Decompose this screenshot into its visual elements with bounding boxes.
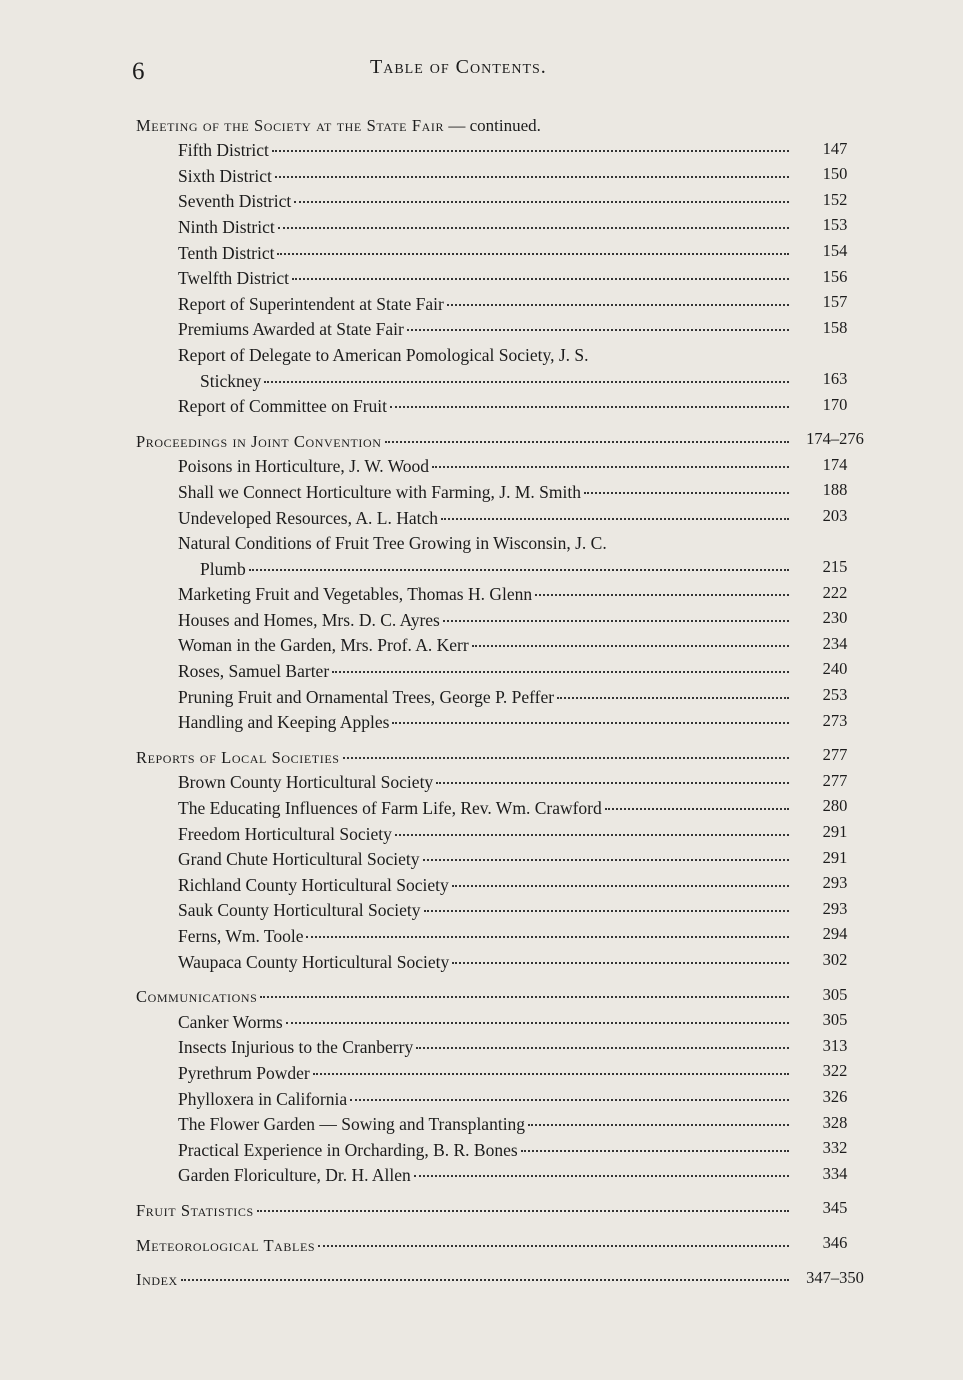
dot-leader [605,808,789,810]
dot-leader [441,518,789,520]
toc-entry-page: 158 [822,317,848,337]
toc-entry [178,294,789,315]
section-heading-text: Meeting of the Society at the State Fair [136,115,445,135]
toc-entry-text: Garden Floriculture, Dr. H. Allen [178,1165,411,1186]
toc-entry-page: 328 [822,1112,848,1132]
toc-entry-line [136,289,881,315]
toc-entry-text: Ninth District [178,216,275,237]
toc-entry-line [136,187,881,213]
dot-leader [277,253,789,255]
section-heading-page: 346 [822,1232,848,1252]
toc-entry-line [136,503,881,529]
toc-entry [178,952,789,973]
toc-entry [178,900,789,921]
toc-entry-page: 332 [822,1138,848,1158]
toc-entry-text: Waupaca County Horticultural Society [178,951,450,972]
toc-entry [178,849,789,870]
toc-entry-page: 230 [822,608,848,628]
toc-entry [178,712,789,733]
toc-entry-line [136,264,881,290]
toc-entry [178,217,789,238]
dot-leader [385,441,789,443]
toc-entry-text: Fifth District [178,140,269,161]
toc-entry-page: 326 [822,1086,848,1106]
toc-entry [178,1114,789,1135]
toc-entry-line [136,631,881,657]
page-number: 6 [132,58,145,85]
toc-entry-continuation [200,559,789,580]
toc-entry-line [136,477,881,503]
toc-entry-page: 291 [822,822,848,842]
table-of-contents [136,110,881,1290]
section-heading-line [136,982,881,1008]
toc-entry-page: 240 [822,659,848,679]
section-heading-line [136,1230,881,1256]
toc-entry-text: Report of Superintendent at State Fair [178,293,444,314]
toc-entry [178,926,789,947]
section-heading-text: Fruit Statistics [136,1200,254,1220]
dot-leader [181,1279,789,1281]
toc-entry-text: Woman in the Garden, Mrs. Prof. A. Kerr [178,635,469,656]
toc-entry-line [136,656,881,682]
toc-entry-page: 313 [822,1035,848,1055]
dot-leader [264,381,789,383]
section-gap [136,1186,881,1195]
dot-leader [257,1210,789,1212]
section-gap [136,1221,881,1230]
toc-entry [178,687,789,708]
section-heading-text: Reports of Local Societies [136,747,340,767]
dot-leader [521,1150,789,1152]
toc-entry-page: 277 [822,770,848,790]
toc-entry-page: 174 [822,454,848,474]
toc-entry-continuation-line [136,366,881,392]
toc-entry-text: Tenth District [178,242,275,263]
toc-entry-page: 305 [822,1010,848,1030]
toc-entry-text: Twelfth District [178,268,290,289]
toc-entry [178,584,789,605]
toc-entry-page: 291 [822,847,848,867]
toc-entry-line [136,315,881,341]
toc-entry-line [136,896,881,922]
toc-entry-line [136,1007,881,1033]
dot-leader [528,1124,789,1126]
toc-entry-page: 156 [822,266,848,286]
toc-entry-line [136,870,881,896]
dot-leader [436,782,789,784]
dot-leader [416,1047,789,1049]
dot-leader [392,722,789,724]
toc-entry-line [136,1135,881,1161]
toc-entry-text: Undeveloped Resources, A. L. Hatch [178,507,438,528]
toc-entry-line [136,529,881,555]
toc-entry-text: Grand Chute Horticultural Society [178,849,420,870]
toc-entry-text: Canker Worms [178,1011,283,1032]
toc-entry [178,1063,789,1084]
toc-entry-line [136,136,881,162]
toc-entry [178,508,789,529]
toc-entry-page: 334 [822,1163,848,1183]
section-heading-text: Index [136,1270,178,1290]
toc-entry-line [136,605,881,631]
toc-entry-line [136,212,881,238]
dot-leader [343,757,789,759]
toc-entry-continuation-text: Plumb [200,558,246,579]
dot-leader [260,996,789,998]
toc-entry [178,798,789,819]
toc-entry-page: 302 [822,950,848,969]
dot-leader [424,910,789,912]
toc-entry-text: Ferns, Wm. Toole [178,926,304,946]
toc-entry-line [136,708,881,734]
section-heading-text: Proceedings in Joint Convention [136,431,382,451]
toc-entry-line [136,947,881,973]
toc-entry-page: 253 [822,685,848,705]
section-heading-page: 277 [822,745,848,765]
toc-entry-page: 293 [822,898,848,918]
toc-entry-page: 294 [822,924,848,944]
dot-leader [292,278,789,280]
toc-entry [178,610,789,631]
toc-entry [178,635,789,656]
toc-entry-text: The Educating Influences of Farm Life, Rev. Wm. Crawford [178,798,602,819]
dot-leader [286,1022,789,1024]
toc-entry-line [136,452,881,478]
dot-leader [350,1099,789,1101]
section-heading-page: 347–350 [806,1267,864,1287]
dot-leader [443,620,789,622]
dot-leader [249,569,789,571]
toc-entry-text: Pruning Fruit and Ornamental Trees, George P. Peffer [178,686,555,707]
dot-leader [452,962,789,964]
toc-entry-line [136,161,881,187]
toc-entry-line [136,819,881,845]
section-heading [136,116,541,136]
dot-leader [318,1245,789,1247]
dot-leader [414,1175,789,1177]
toc-entry-page: 188 [822,480,848,500]
section-heading [136,748,789,768]
toc-entry [178,243,789,264]
section-heading [136,1270,789,1290]
toc-entry [178,661,789,682]
toc-entry-line [136,1084,881,1110]
toc-entry-text: Shall we Connect Horticulture with Farming, J. M. Smith [178,481,581,502]
toc-entry-text: Handling and Keeping Apples [178,712,390,733]
dot-leader [332,671,789,673]
toc-entry [178,1089,789,1110]
toc-entry-line [136,1033,881,1059]
toc-entry [178,1012,789,1033]
toc-entry [178,772,789,793]
toc-entry-text: Phylloxera in California [178,1088,348,1109]
dot-leader [306,936,789,938]
toc-entry [178,396,789,417]
toc-entry-page: 150 [822,164,848,184]
toc-entry-page: 147 [822,138,848,158]
section-heading-line [136,426,881,452]
section-gap [136,417,881,426]
toc-entry-line [136,238,881,264]
section-heading [136,987,789,1007]
toc-entry-page: 293 [822,873,848,893]
toc-entry-line [136,845,881,871]
section-heading-line [136,110,881,136]
toc-entry-text: Brown County Horticultural Society [178,772,434,793]
toc-entry-text: Report of Delegate to American Pomological Society, J. S. [178,344,589,365]
toc-entry-continuation-line [136,554,881,580]
toc-entry-text: Natural Conditions of Fruit Tree Growing in Wisconsin, J. C. [178,533,607,554]
section-heading-page: 345 [822,1198,848,1218]
toc-entry [178,1037,789,1058]
dot-leader [313,1073,789,1075]
section-heading-text: Communications [136,987,258,1007]
toc-entry [178,191,789,212]
section-gap [136,973,881,982]
dot-leader [390,406,789,408]
section-gap [136,733,881,742]
toc-entry-page: 154 [822,240,848,260]
section-heading-text: Meteorological Tables [136,1235,316,1255]
toc-entry-page: 273 [822,710,848,730]
toc-entry-page: 280 [822,796,848,816]
toc-entry-page: 234 [822,633,848,653]
toc-entry-line [136,580,881,606]
toc-entry [178,1140,789,1161]
toc-entry-text: Premiums Awarded at State Fair [178,319,404,340]
continued-label: — continued. [444,115,541,135]
dot-leader [432,466,789,468]
toc-entry-text: Report of Committee on Fruit [178,396,388,417]
toc-entry [178,456,789,477]
dot-leader [395,834,789,836]
section-heading [136,432,789,452]
toc-entry-text: Sixth District [178,165,272,186]
toc-entry-page: 170 [822,394,848,414]
toc-entry-text: The Flower Garden — Sowing and Transplanting [178,1114,526,1135]
dot-leader [557,697,789,699]
toc-entry [178,140,789,161]
toc-entry-text: Insects Injurious to the Cranberry [178,1037,414,1058]
toc-entry [178,824,789,845]
dot-leader [472,645,789,647]
toc-entry-continuation [200,371,789,392]
section-gap [136,1256,881,1265]
toc-entry-line [136,768,881,794]
toc-entry-text: Richland County Horticultural Society [178,874,449,895]
toc-entry-page: 203 [822,505,848,525]
toc-entry [178,1165,789,1186]
toc-entry-text: Sauk County Horticultural Society [178,900,421,921]
toc-entry-text: Seventh District [178,191,292,212]
toc-entry [178,875,789,896]
toc-entry-text: Roses, Samuel Barter [178,661,330,682]
dot-leader [535,594,789,596]
section-heading [136,1236,789,1256]
dot-leader [452,885,789,887]
toc-entry [178,533,789,554]
toc-entry-text: Practical Experience in Orcharding, B. R. Bones [178,1139,518,1160]
toc-entry-page: 222 [822,582,848,602]
toc-entry [178,268,789,289]
dot-leader [294,201,789,203]
toc-entry-line [136,340,881,366]
dot-leader [275,176,789,178]
toc-entry-page: 157 [822,292,848,312]
section-heading-line [136,1265,881,1291]
toc-entry-line [136,682,881,708]
toc-entry [178,345,789,366]
dot-leader [278,227,789,229]
toc-entry-line [136,392,881,418]
toc-entry-line [136,793,881,819]
dot-leader [447,304,789,306]
toc-entry-text: Marketing Fruit and Vegetables, Thomas H. Glenn [178,584,533,605]
section-heading-page: 305 [822,984,848,1004]
toc-entry [178,482,789,503]
dot-leader [584,492,789,494]
toc-entry-continuation-page: 215 [822,557,848,577]
dot-leader [407,329,789,331]
toc-entry-continuation-text: Stickney [200,370,262,391]
dot-leader [272,150,789,152]
running-head: Table of Contents. [370,56,547,78]
section-heading-page: 174–276 [806,429,864,449]
section-heading [136,1201,789,1221]
section-heading-line [136,742,881,768]
section-heading-line [136,1195,881,1221]
toc-entry-line [136,1161,881,1187]
toc-entry-line [136,921,881,947]
dot-leader [423,859,789,861]
toc-entry-page: 153 [822,215,848,235]
toc-entry-page: 322 [822,1061,848,1081]
toc-entry-text: Pyrethrum Powder [178,1062,310,1083]
toc-entry-continuation-page: 163 [822,368,848,388]
toc-entry [178,319,789,340]
toc-entry-line [136,1058,881,1084]
toc-entry-text: Houses and Homes, Mrs. D. C. Ayres [178,609,440,630]
toc-entry [178,166,789,187]
toc-entry-text: Freedom Horticultural Society [178,823,392,844]
toc-entry-line [136,1110,881,1136]
toc-entry-text: Poisons in Horticulture, J. W. Wood [178,456,430,477]
toc-entry-page: 152 [822,189,848,209]
